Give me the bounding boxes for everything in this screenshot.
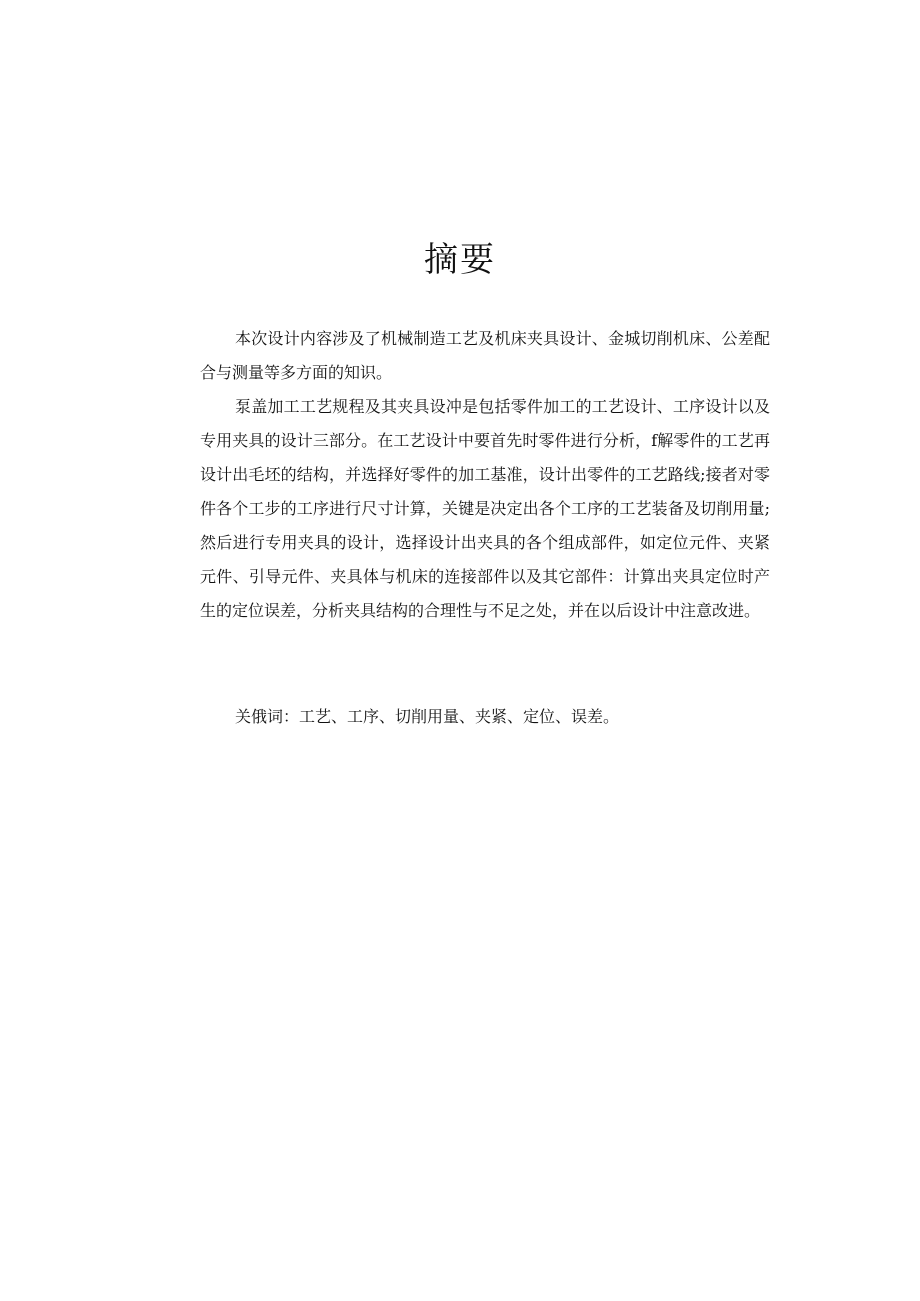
- paragraph-1: 本次设计内容涉及了机械制造工艺及机床夹具设计、金城切削机床、公差配合与测量等多方面的知识。: [200, 329, 770, 382]
- page-title: 摘要: [424, 240, 496, 280]
- paragraph-2: 泵盖加工工艺规程及其夹具设冲是包括零件加工的工艺设计、工序设计以及专用夹具的设计三部分。在工艺设计中要首先时零件进行分析，f解零件的工艺再设计出毛坯的结构，并选择好零件的加工基准，设计出零件的工艺路线;接者对零件各个工步的工序进行尺寸计算，关键是决定出各个工序的工艺装备及切削用量;然后进行专用夹具的设计，选择设计出夹具的各个组成部件，如定位元件、夹紧元件、引导元件、夹具体与机床的连接部件以及其它部件：计算出夹具定位时产生的定位误差，分析夹具结构的合理性与不足之处，并在以后设计中注意改进。: [200, 397, 770, 620]
- keywords-line: 关俄词：工艺、工序、切削用量、夹紧、定位、误差。: [235, 707, 620, 726]
- abstract-body: [200, 322, 770, 628]
